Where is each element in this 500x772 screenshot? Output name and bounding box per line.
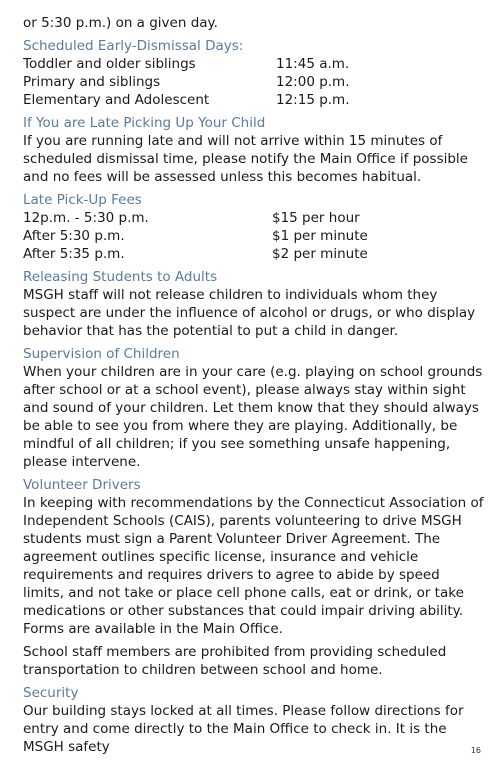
table-row bbox=[23, 91, 485, 109]
early-dismissal-table bbox=[23, 55, 485, 109]
row-label: Toddler and older siblings bbox=[23, 56, 196, 72]
releasing-text: MSGH staff will not release children to individuals whom they suspect are under the influence of alcohol or drugs, or who display behavior that has the potential to put a child in danger. bbox=[23, 287, 476, 339]
row-label: Primary and siblings bbox=[23, 74, 161, 90]
volunteer-text: In keeping with recommendations by the Connecticut Association of Independent Schools (CAIS), parents volunteering to drive MSGH students must sign a Parent Volunteer Driver Agreement. The agreement outlines specific license, insurance and vehicle requirements and requires drivers to agree to abide by speed limits, and not take or place cell phone calls, eat or drink, or take medications or other substances that could impair driving ability. Forms are available in the Main Office. bbox=[23, 495, 484, 637]
page-number: 16 bbox=[470, 746, 481, 755]
late-fees-heading: Late Pick-Up Fees bbox=[23, 192, 142, 208]
row-label: 12p.m. - 5:30 p.m. bbox=[23, 210, 149, 226]
releasing-heading: Releasing Students to Adults bbox=[23, 269, 218, 285]
table-row bbox=[23, 209, 485, 227]
supervision-text: When your children are in your care (e.g. playing on school grounds after school or at a school event), please always stay within sight and sound of your children. Let them know that they should always be able to see you from where they are playing. Additionally, be mindful of all children; if you see something unsafe happening, please intervene. bbox=[23, 364, 483, 470]
row-time: 12:00 p.m. bbox=[276, 74, 350, 90]
row-label: After 5:35 p.m. bbox=[23, 246, 125, 262]
intro-line: or 5:30 p.m.) on a given day. bbox=[23, 15, 218, 31]
volunteer-heading: Volunteer Drivers bbox=[23, 477, 141, 493]
row-time: 12:15 p.m. bbox=[276, 92, 350, 108]
security-heading: Security bbox=[23, 685, 79, 701]
row-fee: $2 per minute bbox=[272, 246, 368, 262]
late-fees-table bbox=[23, 209, 485, 263]
row-fee: $1 per minute bbox=[272, 228, 368, 244]
table-row bbox=[23, 227, 485, 245]
page-content bbox=[23, 14, 485, 756]
late-pickup-text: If you are running late and will not arrive within 15 minutes of scheduled dismissal time, please notify the Main Office if possible and no fees will be assessed unless this becomes habitual. bbox=[23, 133, 468, 185]
supervision-heading: Supervision of Children bbox=[23, 346, 180, 362]
security-text: Our building stays locked at all times. Please follow directions for entry and come directly to the Main Office to check in. It is the MSGH safety bbox=[23, 703, 464, 755]
table-row bbox=[23, 73, 485, 91]
table-row bbox=[23, 245, 485, 263]
row-label: After 5:30 p.m. bbox=[23, 228, 125, 244]
volunteer-text-2: School staff members are prohibited from providing scheduled transportation to children between school and home. bbox=[23, 644, 447, 678]
table-row bbox=[23, 55, 485, 73]
late-pickup-heading: If You are Late Picking Up Your Child bbox=[23, 115, 266, 131]
row-label: Elementary and Adolescent bbox=[23, 92, 210, 108]
row-time: 11:45 a.m. bbox=[276, 56, 350, 72]
row-fee: $15 per hour bbox=[272, 210, 360, 226]
early-dismissal-heading: Scheduled Early-Dismissal Days: bbox=[23, 38, 244, 54]
